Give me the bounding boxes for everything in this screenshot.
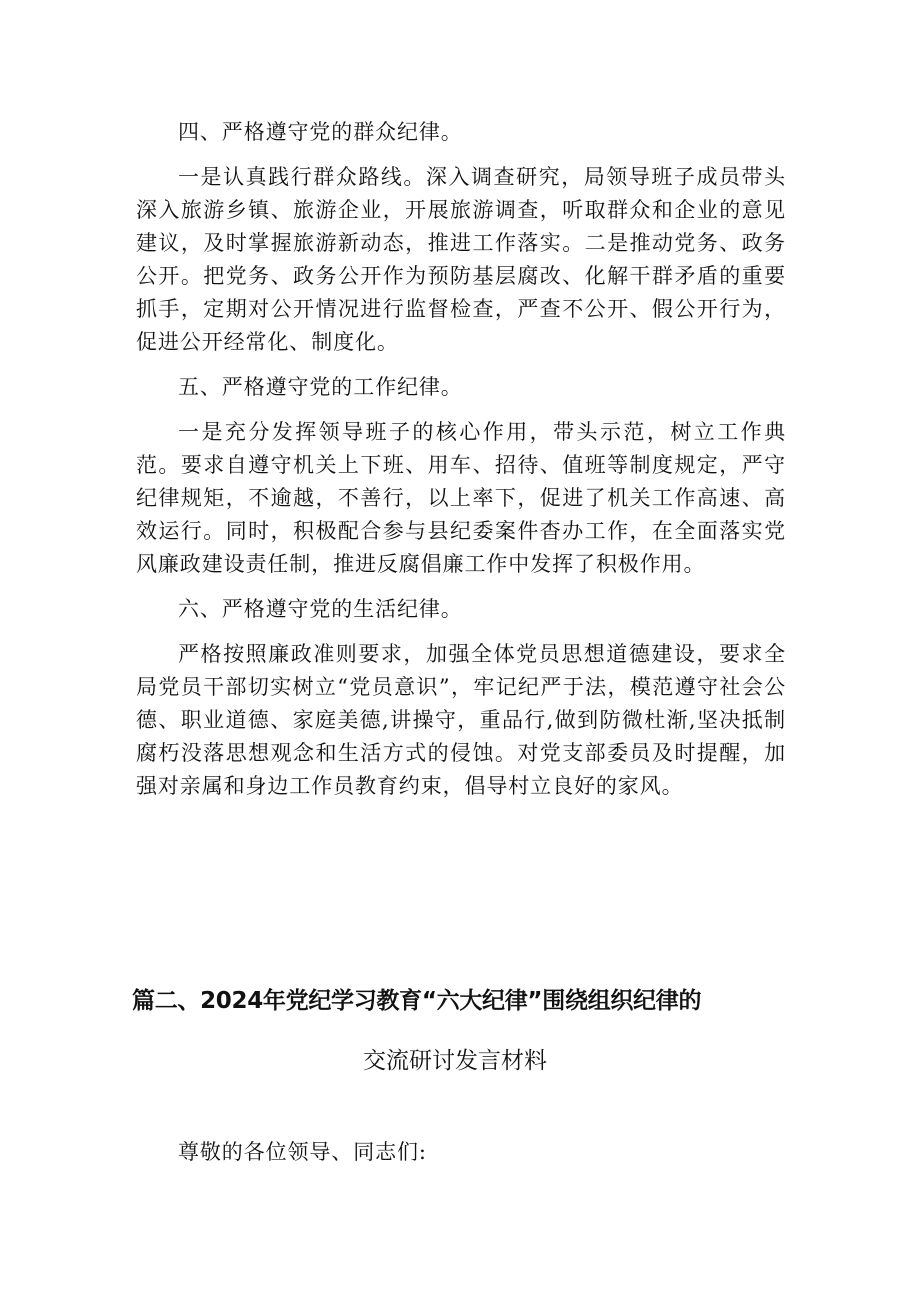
section-paragraph-work-discipline: 一是充分发挥领导班子的核心作用，带头示范，树立工作典范。要求自遵守机关上下班、用车、招待、值班等制度规定，严守纪律规矩，不逾越，不善行，以上率下，促进了机关工作高速、高效运行。同时，积极配合参与县纪委案件杳办工作，在全面落实党风廉政建设责任制，推进反腐倡廉工作中发挥了积极作用。: [136, 420, 786, 576]
section-paragraph-mass-discipline: 一是认真践行群众路线。深入调查研究，局领导班子成员带头深入旅游乡镇、旅游企业，开展旅游调查，听取群众和企业的意见建议，及时掌握旅游新动态，推进工作落实。二是推动党务、政务公开。把党务、政务公开作为预防基层腐改、化解干群矛盾的重要抓手，定期对公开情况进行监督检查，严查不公开、假公开行为，促进公开经常化、制度化。: [136, 165, 786, 354]
section-heading-work-discipline: 五、严格遵守党的工作纪律。: [178, 375, 463, 399]
article-title-line-2: 交流研讨发言材料: [363, 1048, 547, 1074]
section-body: [136, 116, 786, 803]
article-title-line-1: 篇二、2024年党纪学习教育“六大纪律”围绕组织纪律的: [132, 988, 702, 1014]
salutation: 尊敬的各位领导、同志们:: [178, 1140, 427, 1164]
section-heading-mass-discipline: 四、严格遵守党的群众纪律。: [178, 120, 463, 144]
article-title: [132, 986, 792, 1076]
section-heading-life-discipline: 六、严格遵守党的生活纪律。: [178, 597, 463, 621]
section-paragraph-life-discipline: 严格按照廉政准则要求，加强全体党员思想道德建设，要求全局党员干部切实树立“党员意识”，牢记纪严于法，模范遵守社会公德、职业道德、家庭美德,讲操守，重品行,做到防微杜渐,坚决抵制腐朽没落思想观念和生活方式的侵蚀。对党支部委员及时提醒，加强对亲属和身边工作员教育约束，倡导村立良好的家风。: [136, 642, 786, 798]
